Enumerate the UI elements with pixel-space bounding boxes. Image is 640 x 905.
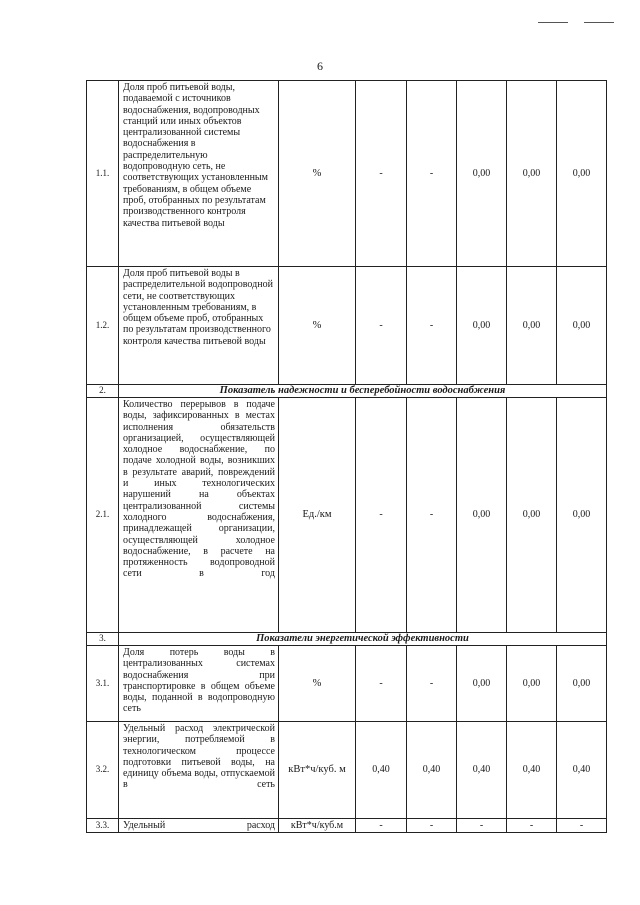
value-cell: 0,40 xyxy=(507,722,557,819)
value-cell: - xyxy=(507,819,557,833)
indicator-description: Доля проб питьевой воды, подаваемой с источников водоснабжения, водопроводных станций или иных объектов централизованной системы водоснабжения в распределительную водопроводную сеть, не соответствующих установленным требованиям, в общем объеме проб, отобранных по результатам производственного контроля качества питьевой воды xyxy=(119,81,279,267)
section-number: 2. xyxy=(87,385,119,398)
value-cell: - xyxy=(457,819,507,833)
value-cell: 0,00 xyxy=(457,267,507,385)
value-cell: 0,00 xyxy=(507,398,557,633)
row-number: 3.2. xyxy=(87,722,119,819)
unit-of-measure: % xyxy=(279,81,356,267)
value-cell: - xyxy=(356,398,407,633)
value-cell: - xyxy=(356,267,407,385)
table-row-3-1 xyxy=(87,646,607,722)
value-cell: - xyxy=(356,646,407,722)
value-cell: 0,40 xyxy=(407,722,457,819)
value-cell: 0,00 xyxy=(457,398,507,633)
indicator-description: Удельный расход электрической энергии, потребляемой в технологическом процессе подготовки питьевой воды, на единицу объема воды, отпускаемой в сеть xyxy=(119,722,279,819)
value-cell: 0,00 xyxy=(507,646,557,722)
indicator-description: Количество перерывов в подаче воды, зафиксированных в местах исполнения обязательств организацией, осуществляющей холодное водоснабжение, по подаче холодной воды, возникших в результате аварий, повреждений и иных технологических нарушений на объектах централизованной системы холодного водоснабжения, принадлежащей организации, осуществляющей холодное водоснабжение, в расчете на протяженность водопроводной сети в год xyxy=(119,398,279,633)
table-row-1-1 xyxy=(87,81,607,267)
value-cell: 0,00 xyxy=(457,81,507,267)
value-cell: - xyxy=(407,646,457,722)
value-cell: 0,00 xyxy=(557,646,607,722)
indicators-table xyxy=(86,80,607,833)
table-row-3-2 xyxy=(87,722,607,819)
value-cell: - xyxy=(407,267,457,385)
row-number: 1.2. xyxy=(87,267,119,385)
unit-of-measure: кВт*ч/куб.м xyxy=(279,819,356,833)
corner-mark-left xyxy=(538,22,568,23)
value-cell: 0,00 xyxy=(457,646,507,722)
unit-of-measure: % xyxy=(279,646,356,722)
unit-of-measure: кВт*ч/куб. м xyxy=(279,722,356,819)
value-cell: 0,00 xyxy=(557,81,607,267)
value-cell: - xyxy=(407,819,457,833)
page-number: 6 xyxy=(317,59,323,73)
value-cell: 0,40 xyxy=(457,722,507,819)
unit-of-measure: % xyxy=(279,267,356,385)
section-row-3 xyxy=(87,633,607,646)
corner-mark-right xyxy=(584,22,614,23)
indicator-description: Доля потерь воды в централизованных системах водоснабжения при транспортировке в общем объеме воды, поданной в водопроводную сеть xyxy=(119,646,279,722)
value-cell: - xyxy=(407,81,457,267)
value-cell: - xyxy=(407,398,457,633)
table-row-1-2 xyxy=(87,267,607,385)
row-number: 3.3. xyxy=(87,819,119,833)
section-title: Показатель надежности и бесперебойности водоснабжения xyxy=(119,385,607,398)
indicator-description: Удельный расход xyxy=(119,819,279,833)
value-cell: 0,00 xyxy=(557,398,607,633)
value-cell: - xyxy=(557,819,607,833)
value-cell: - xyxy=(356,81,407,267)
value-cell: - xyxy=(356,819,407,833)
value-cell: 0,40 xyxy=(557,722,607,819)
table-row-2-1 xyxy=(87,398,607,633)
row-number: 3.1. xyxy=(87,646,119,722)
indicator-description: Доля проб питьевой воды в распределительной водопроводной сети, не соответствующих установленным требованиям, в общем объеме проб, отобранных по результатам производственного контроля качества питьевой воды xyxy=(119,267,279,385)
value-cell: 0,00 xyxy=(507,81,557,267)
unit-of-measure: Ед./км xyxy=(279,398,356,633)
value-cell: 0,00 xyxy=(507,267,557,385)
row-number: 2.1. xyxy=(87,398,119,633)
value-cell: 0,40 xyxy=(356,722,407,819)
value-cell: 0,00 xyxy=(557,267,607,385)
table-row-3-3 xyxy=(87,819,607,833)
row-number: 1.1. xyxy=(87,81,119,267)
section-title: Показатели энергетической эффективности xyxy=(119,633,607,646)
section-row-2 xyxy=(87,385,607,398)
section-number: 3. xyxy=(87,633,119,646)
